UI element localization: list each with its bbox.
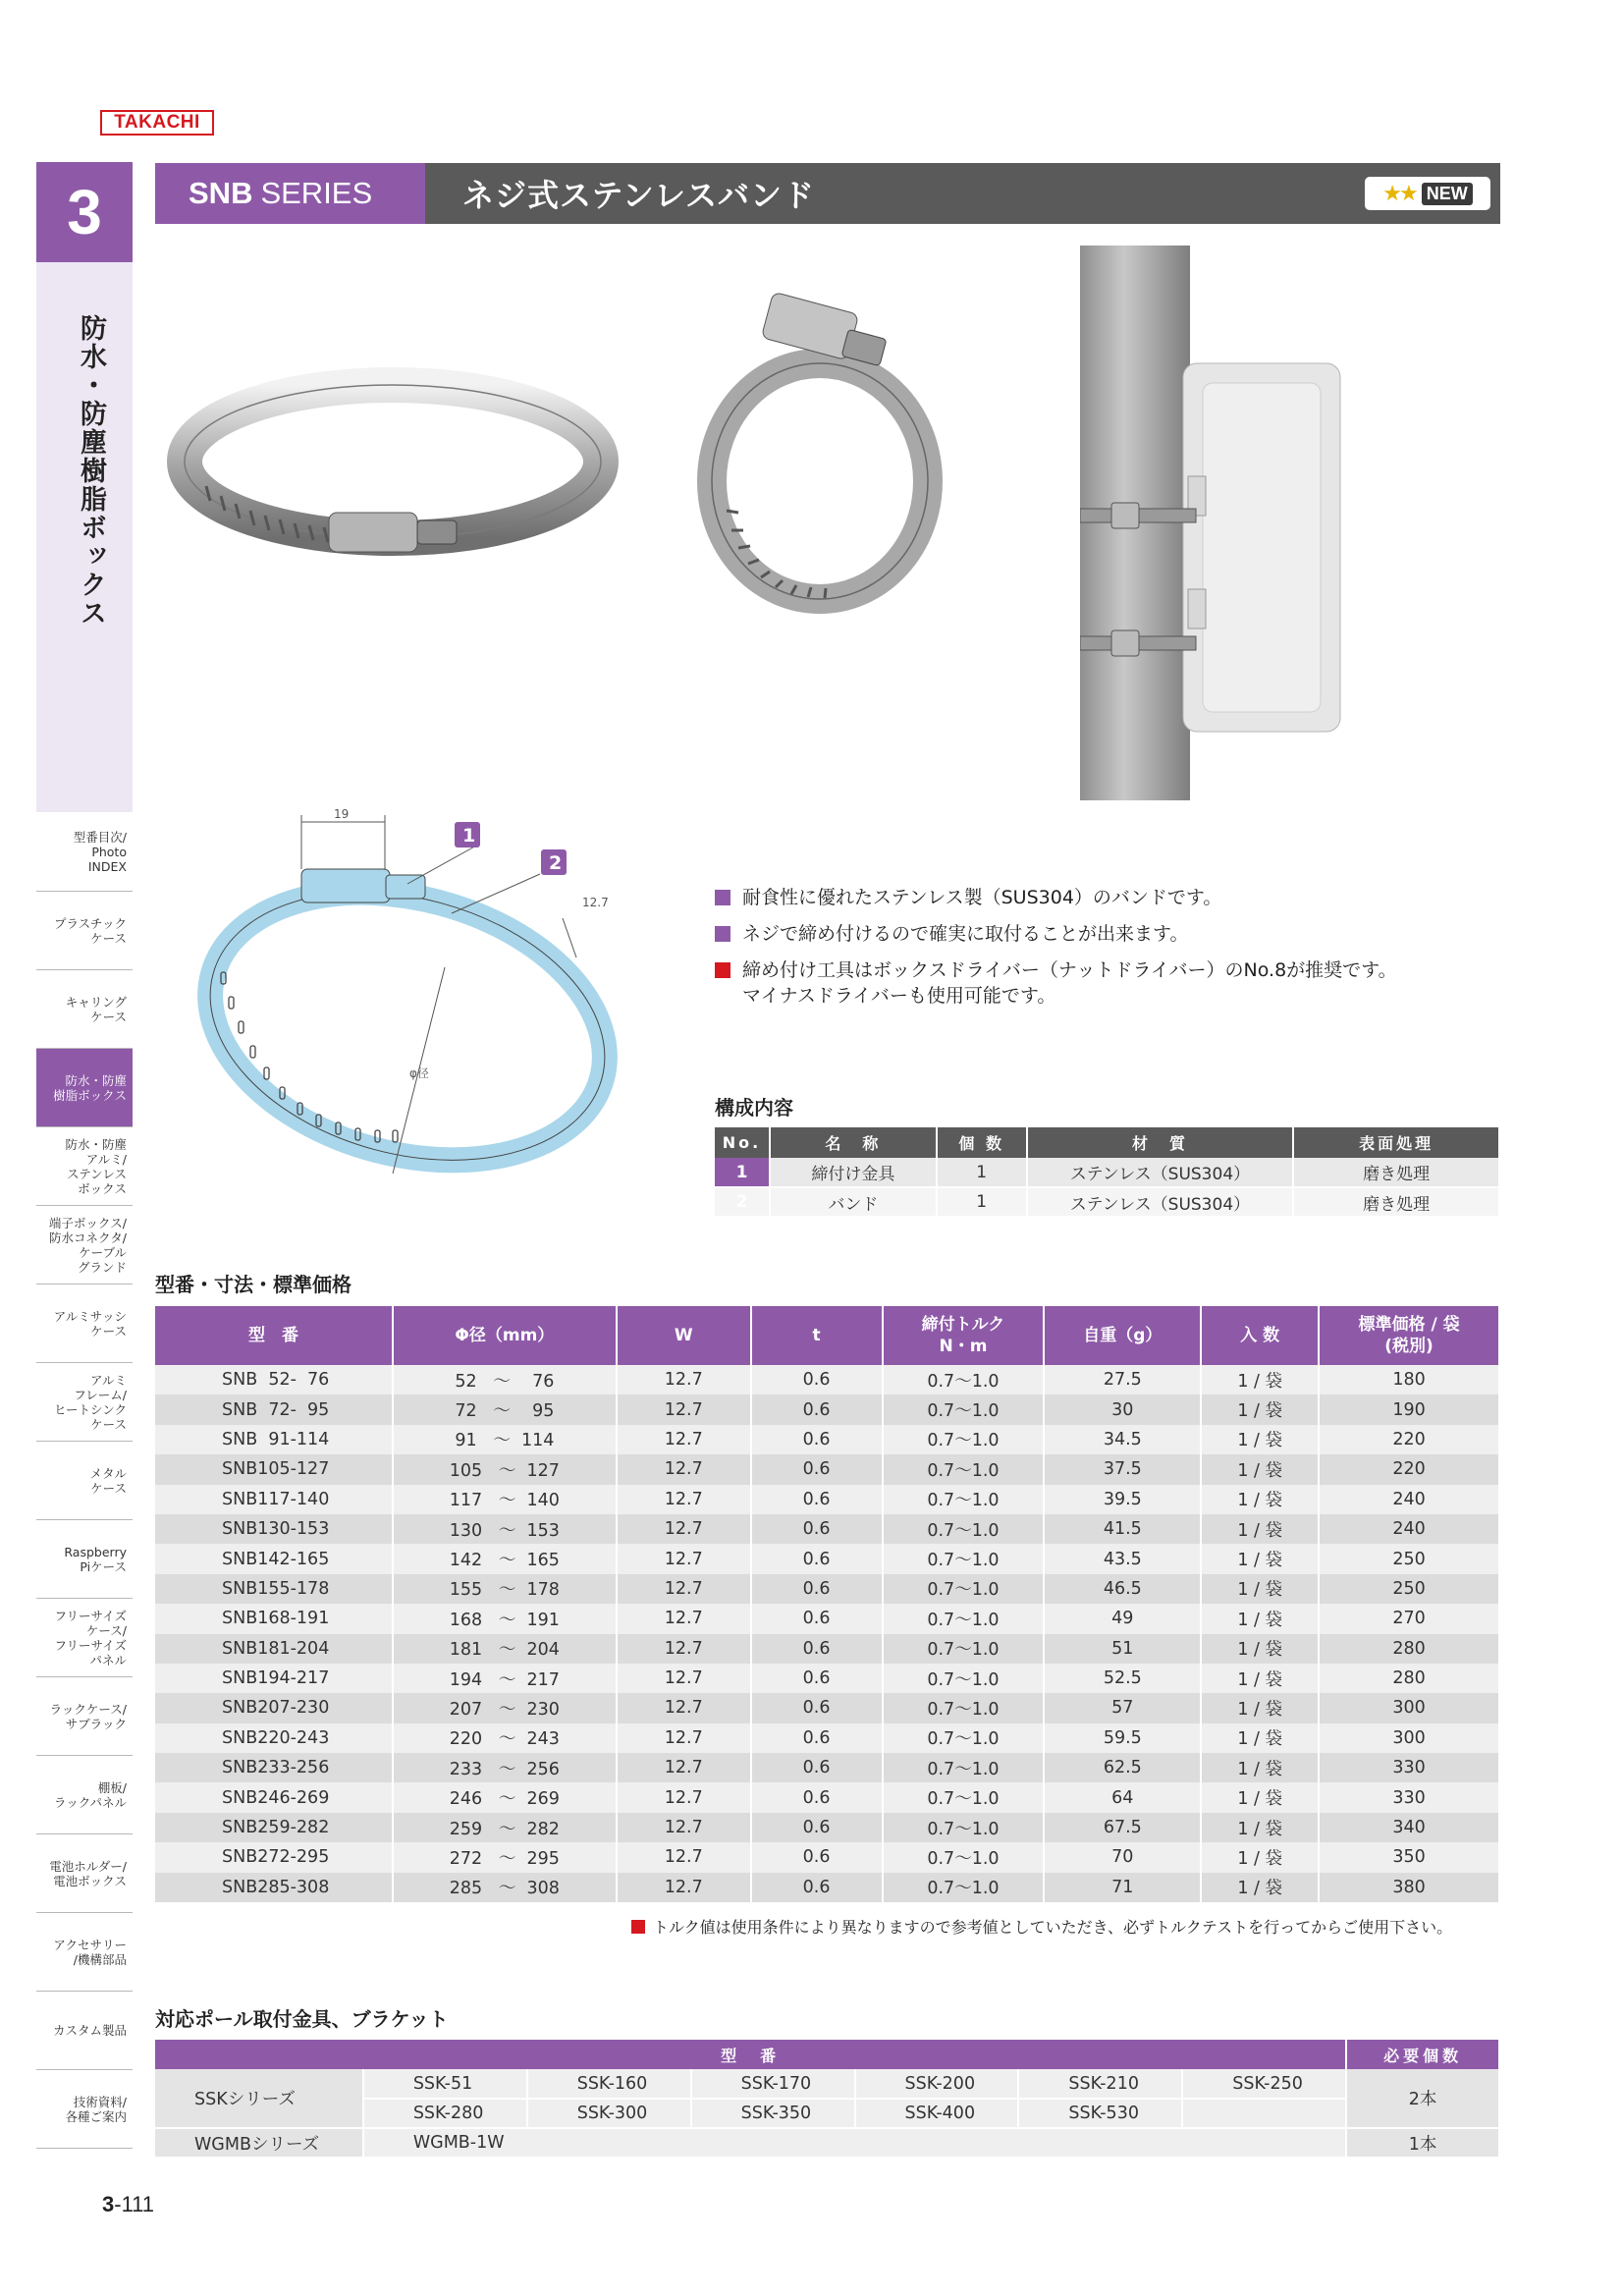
clamp-diagram xyxy=(191,800,663,1193)
table-row: 2 バンド 1 ステンレス（SUS304） 磨き処理 xyxy=(715,1187,1499,1217)
series-name: SNB xyxy=(189,176,253,210)
table-header: 必要個数 xyxy=(1346,2040,1499,2069)
sidebar-item[interactable]: プラスチック ケース xyxy=(36,892,133,970)
table-row: SNB168-191 168 ～ 191 12.7 0.6 0.7～1.0 49 1 / 袋 270 xyxy=(155,1604,1499,1633)
table-row: SSKシリーズ SSK-51 SSK-160 SSK-170 SSK-200 SSK-210 SSK-250 2本 xyxy=(155,2069,1499,2099)
table-header: 入 数 xyxy=(1201,1306,1319,1365)
series-suffix: SERIES xyxy=(260,176,373,210)
table-row: WGMBシリーズ WGMB-1W 1本 xyxy=(155,2128,1499,2158)
sidebar-item[interactable]: 棚板/ ラックパネル xyxy=(36,1756,133,1834)
table-row: SNB181-204 181 ～ 204 12.7 0.6 0.7～1.0 51 1 / 袋 280 xyxy=(155,1634,1499,1664)
bullet-icon xyxy=(715,962,730,978)
table-header: 材 質 xyxy=(1027,1127,1294,1158)
table-row: SSK-280 SSK-300 SSK-350 SSK-400 SSK-530 xyxy=(155,2099,1499,2128)
feature-item: マイナスドライバーも使用可能です。 xyxy=(742,985,1056,1007)
table-header: 表面処理 xyxy=(1293,1127,1499,1158)
brand-logo: TAKACHI xyxy=(100,110,214,136)
dim-dia-label: φ径 xyxy=(409,1066,429,1080)
chapter-title: 防水・防塵樹脂ボックス xyxy=(76,314,106,628)
table-row: SNB117-140 117 ～ 140 12.7 0.6 0.7～1.0 39.5 1 / 袋 240 xyxy=(155,1485,1499,1514)
sidebar-item[interactable]: アクセサリー /機構部品 xyxy=(36,1913,133,1992)
sidebar-item[interactable]: 型番目次/ Photo INDEX xyxy=(36,813,133,892)
table-row: SNB 52- 76 52 ～ 76 12.7 0.6 0.7～1.0 27.5 1 / 袋 180 xyxy=(155,1365,1499,1394)
sidebar-item[interactable]: 電池ホルダー/ 電池ボックス xyxy=(36,1834,133,1913)
table-row: SNB220-243 220 ～ 243 12.7 0.6 0.7～1.0 59.5 1 / 袋 300 xyxy=(155,1723,1499,1753)
new-label: NEW xyxy=(1422,183,1473,205)
sidebar-item[interactable]: 技術資料/ 各種ご案内 xyxy=(36,2070,133,2149)
page-number: 3-111 xyxy=(102,2192,155,2216)
table-row: 1 締付け金具 1 ステンレス（SUS304） 磨き処理 xyxy=(715,1158,1499,1187)
mount-table xyxy=(155,2040,1500,2159)
mount-title: 対応ポール取付金具、ブラケット xyxy=(155,2007,449,2031)
feature-item: 耐食性に優れたステンレス製（SUS304）のバンドです。 xyxy=(715,886,1520,909)
sidebar-item[interactable]: 防水・防塵 樹脂ボックス xyxy=(36,1049,133,1127)
coiled-clamp-photo xyxy=(687,285,952,629)
sidebar-item[interactable]: 防水・防塵 アルミ/ ステンレス ボックス xyxy=(36,1127,133,1206)
title-bar xyxy=(155,163,1500,224)
table-header: Φ径（mm） xyxy=(393,1306,617,1365)
page-title: ネジ式ステンレスバンド xyxy=(462,177,816,214)
spec-title: 型番・寸法・標準価格 xyxy=(155,1273,352,1296)
table-row: SNB155-178 155 ～ 178 12.7 0.6 0.7～1.0 46.5 1 / 袋 250 xyxy=(155,1574,1499,1604)
torque-note: トルク値は使用条件により異なりますので参考値としていただき、必ずトルクテストを行ってからご使用下さい。 xyxy=(631,1915,1452,1938)
table-row: SNB285-308 285 ～ 308 12.7 0.6 0.7～1.0 71 1 / 袋 380 xyxy=(155,1873,1499,1902)
table-header: 名 称 xyxy=(770,1127,937,1158)
table-row: SNB142-165 142 ～ 165 12.7 0.6 0.7～1.0 43.5 1 / 袋 250 xyxy=(155,1544,1499,1573)
table-row: SNB 91-114 91 ～ 114 12.7 0.6 0.7～1.0 34.5 1 / 袋 220 xyxy=(155,1425,1499,1454)
table-row: SNB 72- 95 72 ～ 95 12.7 0.6 0.7～1.0 30 1 / 袋 190 xyxy=(155,1394,1499,1424)
feature-item: 締め付け工具はボックスドライバー（ナットドライバー）のNo.8が推奨です。 xyxy=(715,958,1520,982)
table-header: 標準価格 / 袋 (税別) xyxy=(1319,1306,1499,1365)
series-label xyxy=(155,163,425,224)
spec-table xyxy=(155,1306,1500,1902)
sidebar-item[interactable]: カスタム製品 xyxy=(36,1992,133,2070)
chapter-number: 3 xyxy=(36,162,133,262)
sidebar-item[interactable]: Raspberry Piケース xyxy=(36,1520,133,1599)
sidebar-nav xyxy=(36,813,133,2149)
dim-width-label: 12.7 xyxy=(582,896,609,909)
dim-top-label: 19 xyxy=(334,807,350,821)
table-row: SNB259-282 259 ～ 282 12.7 0.6 0.7～1.0 67.5 1 / 袋 340 xyxy=(155,1813,1499,1842)
table-header: 型 番 xyxy=(155,1306,393,1365)
bullet-icon xyxy=(715,926,730,942)
composition-table xyxy=(715,1127,1500,1218)
sidebar-item[interactable]: 端子ボックス/ 防水コネクタ/ ケーブル グランド xyxy=(36,1206,133,1285)
sidebar-item[interactable]: アルミ フレーム/ ヒートシンク ケース xyxy=(36,1363,133,1442)
table-header: W xyxy=(617,1306,751,1365)
band-clamp-photo xyxy=(167,354,619,589)
bullet-icon xyxy=(715,890,730,905)
sidebar-item[interactable]: キャリング ケース xyxy=(36,970,133,1049)
table-row: SNB130-153 130 ～ 153 12.7 0.6 0.7～1.0 41.5 1 / 袋 240 xyxy=(155,1514,1499,1544)
table-header: t xyxy=(751,1306,883,1365)
star-icon: ★★ xyxy=(1382,181,1416,206)
sidebar-item[interactable]: ラックケース/ サブラック xyxy=(36,1677,133,1756)
sidebar-item[interactable]: メタル ケース xyxy=(36,1442,133,1520)
table-row: SNB194-217 194 ～ 217 12.7 0.6 0.7～1.0 52.5 1 / 袋 280 xyxy=(155,1664,1499,1693)
sidebar-item[interactable]: アルミサッシ ケース xyxy=(36,1285,133,1363)
composition-title: 構成内容 xyxy=(715,1096,793,1120)
table-row: SNB105-127 105 ～ 127 12.7 0.6 0.7～1.0 37.5 1 / 袋 220 xyxy=(155,1454,1499,1484)
table-header: No. xyxy=(715,1127,770,1158)
callout-2-label: 2 xyxy=(549,852,563,874)
feature-list xyxy=(715,886,1520,1020)
table-row: SNB246-269 246 ～ 269 12.7 0.6 0.7～1.0 64 1 / 袋 330 xyxy=(155,1782,1499,1812)
table-row: SNB272-295 272 ～ 295 12.7 0.6 0.7～1.0 70 1 / 袋 350 xyxy=(155,1842,1499,1872)
pole-mount-photo xyxy=(1080,246,1355,800)
table-header: 自重（g） xyxy=(1044,1306,1201,1365)
table-header: 個 数 xyxy=(937,1127,1027,1158)
table-row: SNB207-230 207 ～ 230 12.7 0.6 0.7～1.0 57 1 / 袋 300 xyxy=(155,1693,1499,1722)
new-badge xyxy=(1365,177,1490,210)
callout-1-label: 1 xyxy=(462,825,476,847)
table-header: 締付トルク N・m xyxy=(883,1306,1045,1365)
bullet-icon xyxy=(631,1920,645,1934)
sidebar-item[interactable]: フリーサイズ ケース/ フリーサイズ パネル xyxy=(36,1599,133,1677)
feature-item: ネジで締め付けるので確実に取付ることが出来ます。 xyxy=(715,922,1520,946)
table-row: SNB233-256 233 ～ 256 12.7 0.6 0.7～1.0 62.5 1 / 袋 330 xyxy=(155,1753,1499,1782)
table-header: 型 番 xyxy=(155,2040,1346,2069)
